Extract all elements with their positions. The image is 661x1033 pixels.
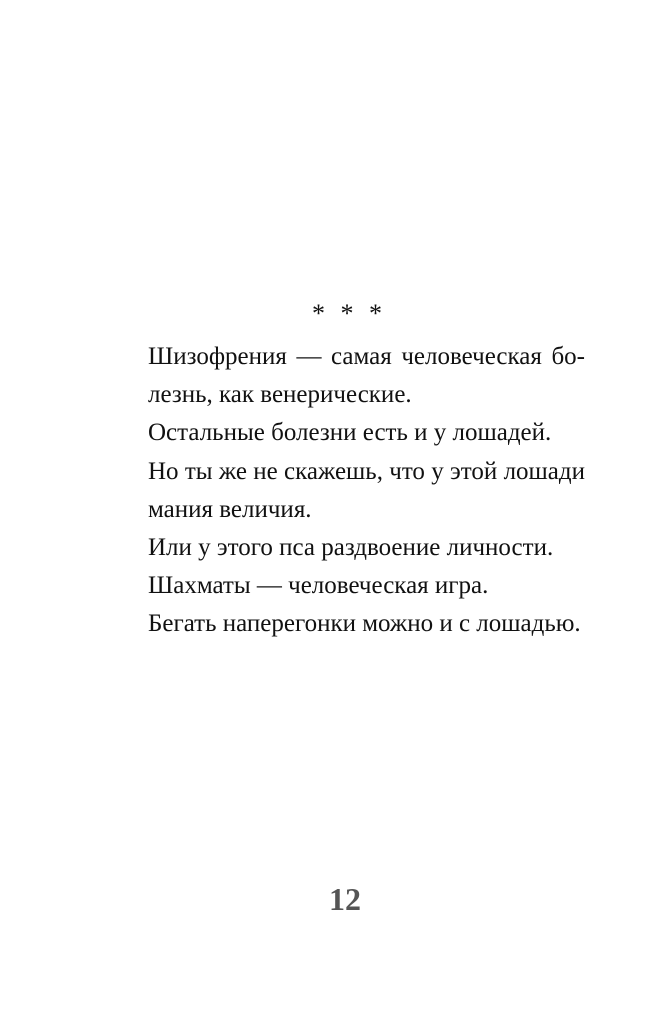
text-line: Или у этого пса раздвоение личности.	[148, 533, 554, 561]
text-line: лезнь, как венерические.	[148, 381, 412, 409]
text-line: Шахматы — человеческая игра.	[148, 572, 489, 600]
text-line: мания величия.	[148, 495, 312, 523]
text-line: Остальные болезни есть и у лошадей.	[148, 419, 552, 447]
text-line: Бегать наперегонки можно и с лошадью.	[148, 610, 581, 638]
section-ornament: * * *	[312, 299, 382, 328]
text-block	[148, 338, 585, 644]
page-number: 12	[329, 881, 361, 917]
text-line: Но ты же не скажешь, что у этой лошади	[148, 457, 585, 485]
text-line: Шизофрения — самая человеческая бо-	[148, 343, 585, 370]
